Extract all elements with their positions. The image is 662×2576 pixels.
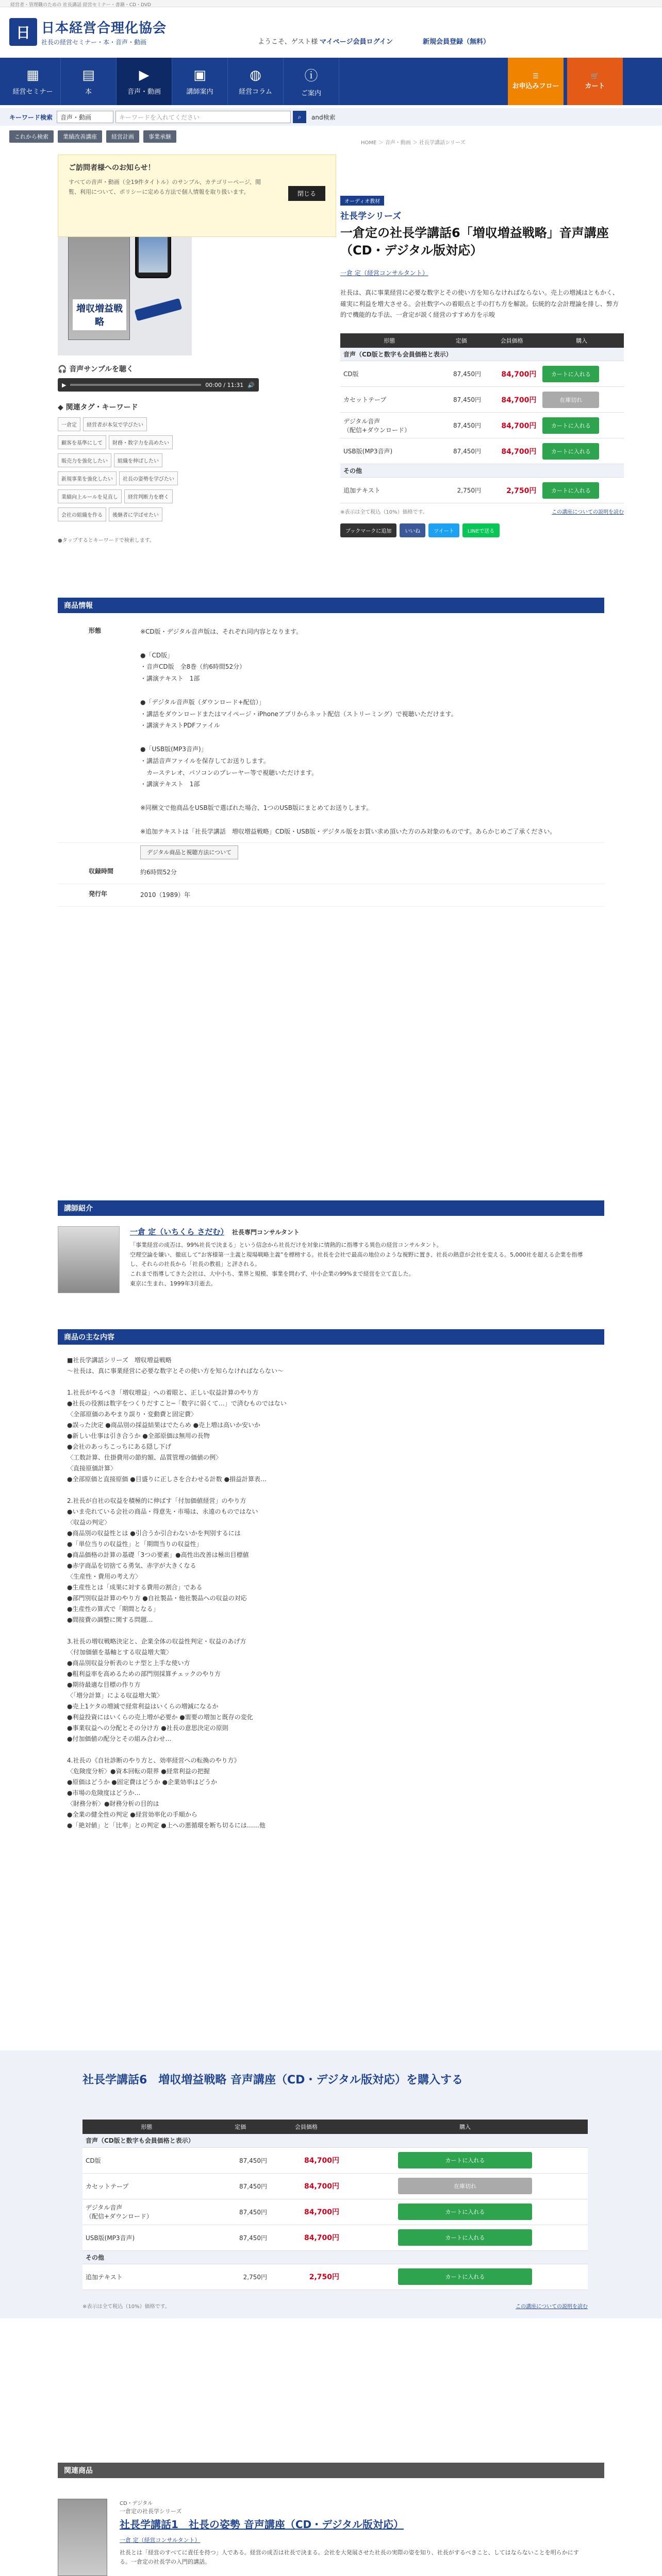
breadcrumb: HOME ＞ 音声・動画 ＞ 社長学講話シリーズ [361,140,466,146]
top-info-bar: 経営者・管理職のための 社長講話 経営セミナー・書籍・CD・DVD [0,0,662,7]
filter-chip[interactable]: これから検索 [9,130,54,143]
info-icon: ⓘ [304,69,318,84]
nav-label: 音声・動画 [127,88,161,96]
bookmark-button[interactable]: ブックマークに追加 [340,523,396,537]
related-series: 一倉定の社長学シリーズ [120,2508,182,2515]
list-price: 87,450円 [439,413,485,438]
keyword-heading-text: 関連タグ・キーワード [65,403,138,412]
nav-label: 講師案内 [186,88,213,96]
logo-title: 日本経営合理化協会 [41,21,167,36]
search-bar [0,108,662,126]
col-list-price: 定価 [439,333,485,348]
player-time: 00:00 / 11:31 [205,381,244,388]
welcome-text: ようこそ、ゲスト様 [258,38,318,46]
spec-heading: 商品情報 [58,598,604,613]
format-name: デジタル音声 （配信+ダウンロード） [340,413,439,438]
section-other: その他 [340,464,624,478]
col-format: 形態 [340,333,439,348]
nav-label: ご案内 [301,90,321,97]
nav-audio-video[interactable] [117,58,172,105]
nav-label: 経営セミナー [12,88,53,96]
cookie-body: すべての音声・動画（全19件タイトル）のサンプル、カテゴリーページ、閲覧、利用について、ポリシーに定める方法で個人情報を取り扱います。 [69,179,261,195]
nav-lecturers[interactable] [172,58,228,105]
keyword-tag[interactable]: 経営者が本気で学びたい [83,417,147,431]
member-price: 2,750円 [270,2264,342,2290]
keyword-tag[interactable]: 会社の組織を作る [58,507,106,521]
facebook-like-button[interactable]: いいね [400,523,425,537]
format-name: カセットテープ [340,387,439,413]
keyword-list [58,417,192,526]
column-icon: ◍ [250,67,261,83]
keyword-tag[interactable]: 組織を伸ばしたい [114,453,162,467]
member-price: 84,700円 [270,2225,342,2250]
keyword-tag[interactable]: 一倉定 [58,417,80,431]
add-to-cart-button[interactable]: カートに入れる [542,443,599,460]
price-row [340,438,624,464]
product-title: 一倉定の社長学講話6「増収増益戦略」音声講座（CD・デジタル版対応） [340,226,609,258]
section-audio: 音声（CD版と数字も会員価格と表示） [340,348,624,361]
list-price: 2,750円 [439,478,485,503]
keyword-tag[interactable]: 財務・数字力を高めたい [109,435,173,449]
lecturer-photo [58,1226,120,1293]
price-row [82,2173,588,2199]
member-price: 84,700円 [484,413,539,438]
format-name: CD版 [340,361,439,387]
keyword-tag[interactable]: 後継者に学ばせたい [109,507,162,521]
keyword-heading [58,402,138,412]
member-price: 2,750円 [484,478,539,503]
buy-title: 社長学講話6 増収増益戦略 音声講座（CD・デジタル版対応）を購入する [82,2074,464,2087]
product-detail [340,196,624,537]
member-price: 84,700円 [484,438,539,464]
related-list [58,2488,604,2576]
member-price: 84,700円 [270,2199,342,2225]
price-row [82,2199,588,2225]
member-price: 84,700円 [484,361,539,387]
price-row [82,2147,588,2173]
progress-bar[interactable] [70,384,201,386]
sample-heading [58,364,134,374]
nav-books[interactable] [61,58,117,105]
register-link[interactable]: 新規会員登録（無料） [423,38,490,46]
price-row [82,2225,588,2250]
keyword-tag[interactable]: 業績向上ルールを見直し [58,489,122,503]
filter-chip[interactable]: 経営計画 [106,130,139,143]
list-price: 87,450円 [439,387,485,413]
price-row [340,361,624,387]
related-title-link[interactable]: 社長学講話1 社長の姿勢 音声講座（CD・デジタル版対応） [120,2518,404,2531]
format-name: CD版 [82,2147,211,2173]
spec-table [58,621,604,907]
spec-key: 収録時間 [89,868,114,875]
digital-info-button[interactable]: デジタル商品と視聴方法について [140,845,238,859]
list-price: 87,450円 [439,361,485,387]
play-icon: ▶ [139,67,150,83]
add-to-cart-button[interactable]: カートに入れる [542,482,599,499]
format-name: 追加テキスト [82,2264,211,2290]
format-name: USB版(MP3音声) [340,438,439,464]
add-to-cart-button[interactable]: カートに入れる [398,2229,532,2246]
sample-heading-text: 音声サンプルを聴く [69,365,134,374]
section-audio: 音声（CD版と数字も会員価格と表示） [82,2134,588,2147]
member-price: 84,700円 [270,2147,342,2173]
sold-out-button: 在庫切れ [398,2178,532,2194]
keyword-tag[interactable]: 社長の姿勢を学びたい [119,471,178,485]
book-icon: ▤ [82,67,95,83]
lecturer-bio: 「事業経営の成否は、99%社長で決まる」という信念から社長だけを対象に情熱的に指導する異色の経営コンサルタント。 空理空論を嫌い、徹底して“お客様第一主義と現場戦略主義”を標榜する。社長を会社で最高の地位のような視野に置き、社長の熱意が会社を変える。5,000社を超える企業を指導し、それらの社長から「社長の教祖」と評される。 これまで指導してきた会社は、大中小ち、業界と規模、事業を問わず、中小企業の99%まで経営を立て直した。 東京に生まれ、1999年3月逝去。 [130,1242,583,1287]
play-icon[interactable]: ▶ [62,381,67,388]
spec-value: ※CD版・デジタル音声版は、それぞれ同内容となります。 ●「CD版」 ・音声CD版 全8巻（約6時間52分） ・講演テキスト 1部 ●「デジタル音声版（ダウンロード+配信）」 ・講話をダウンロードまたはマイページ・iPhoneアプリからネット配信（ストリーミング）で視聴いただけます。 ・講演テキストPDFファイル ●「USB版(MP3音声)」 ・講話音声ファイルを保存してお送りします。 カーステレオ、パソコンのプレーヤー等で視聴いただけます。 ・講演テキスト 1部 ※同梱文で他商品をUSB版で選ばれた場合、1つのUSB版にまとめてお送りします。 ※追加テキストは「社長学講話 増収増益戦略」CD版・USB版・デジタル版をお買い求め頂いた方のみ対象のものです。あらかじめご了承ください。 [140,628,556,835]
nav-label: 本 [85,88,92,96]
nav-info[interactable] [284,58,339,105]
cookie-close-button[interactable]: 閉じる [288,186,325,201]
col-format: 形態 [82,2120,211,2134]
cart-button[interactable] [567,58,623,105]
price-row [340,413,624,438]
format-name: 追加テキスト [340,478,439,503]
list-price: 87,450円 [211,2147,270,2173]
keyword-tag[interactable]: 新規事業を強化したい [58,471,117,485]
cart-label: カート [585,82,605,90]
cookie-notice [58,155,336,237]
related-heading: 関連商品 [58,2463,604,2478]
nav-seminar[interactable] [5,58,61,105]
col-list-price: 定価 [211,2120,270,2134]
product-type-badge: オーディオ教材 [340,196,384,206]
filter-bar [0,129,662,144]
cart-icon: 🛒 [590,73,600,80]
headphone-icon: 🎧 [58,365,70,374]
list-price: 87,450円 [211,2173,270,2199]
price-row [340,387,624,413]
volume-icon[interactable]: 🔊 [247,381,255,388]
col-buy: 購入 [342,2120,588,2134]
spec-key: 形態 [89,627,102,634]
lecturer-name-link[interactable]: 一倉 定（いちくら さだむ） [130,1227,224,1236]
buy-price-table [82,2120,588,2290]
course-info-link[interactable]: この講座についての説明を読む [516,2304,588,2310]
product-description: 社長は、真に事業経営に必要な数字とその使い方を知らなければならない。売上の増減はともかく、確実に利益を増大させる。会社数字への着眼点と手の打ち方を解説。伝統的な会計理論を排し、弊方的で機能的な手法、一倉定が説く経営のすすめ方を示唆 [340,289,619,319]
format-name: カセットテープ [82,2173,211,2199]
spec-value: 約6時間52分 [140,869,177,876]
price-row [82,2264,588,2290]
add-to-cart-button[interactable]: カートに入れる [542,366,599,382]
tweet-button[interactable]: ツイート [428,523,459,537]
price-table [340,333,624,504]
nav-columns[interactable] [228,58,284,105]
apply-flow-button[interactable] [508,58,564,105]
format-name: デジタル音声 （配信+ダウンロード） [82,2199,211,2225]
main-nav [0,58,662,105]
list-price: 87,450円 [439,438,485,464]
search-label: キーワード検索 [9,113,53,121]
col-member-price: 会員価格 [270,2120,342,2134]
section-other: その他 [82,2250,588,2264]
and-search-radio[interactable]: and検索 [311,113,336,121]
search-button[interactable] [293,111,306,123]
product-series: 社長学シリーズ [340,211,402,222]
add-to-cart-button[interactable]: カートに入れる [398,2204,532,2220]
filter-chip[interactable]: 事業承継 [143,130,176,143]
seminar-icon: ▦ [26,67,39,83]
usb-stick-image [135,298,183,321]
contents-list: ■社長学講話シリーズ 増収増益戦略 ～社長は、真に事業経営に必要な数字とその使い方を知らなければならない～ 1.社長がやるべき「増収増益」への着眼と、正しい収益計算のやり方 ●社長の役割は数字をつくりだすこと─「数字に弱くて…」で済むものではない 〈全部原価のあやまり誤り・変動費と固定費〉 ●誤った決定 ●商品別の採益結果はでたらめ ●売上増は高いか安いか ●新しい仕事は引き合うか ●全部原価は無用の長物 ●会社のあっちこっちにある隠し下げ 〈工数計算、仕掛費用の節約額、品質管理の価値の例〉 〈直接原価計算〉 ●全部原価と直接原価 ●目盛りに正しさを合わせる計数 ●損益計算表… 2.社長が自社の収益を積極的に伸ばす「付加価値経営」のやり方 ●いま売れている会社の商品・得意先・市場は、永遠のものではない 〈収益の判定〉 ●商品別の収益性とは ●引合うか引合わないかを判別するには ●「単位当りの収益性」と「期間当りの収益性」 ●商品価格の計算の基礎「3つの要素」●高性出改善は極出目標値 ●赤字商品を切捨てる勇気、赤字が大きくなる 〈生産性・費用の考え方〉 ●生産性とは「成果に対する費用の割合」である ●部門別収益計算のやり方 ●自社製品・他社製品への収益の対応 ●生産性の算式で「期間となる」 ●間接費の調整に関する問題… 3.社長の増収戦略決定と、企業全体の収益性判定・収益のあげ方 〈付加価値を基軸とする収益増大策〉 ●商品別収益分析表のヒナ型と上手な使い方 ●粗利益率を高めるための部門別採算チェックのやり方 ●期待最適な目標の作り方 〈「増分計算」による収益増大策〉 ●売上1ケタの増減で経常利益はいくらの増減になるか ●利益投資にはいくらの売上増が必要か ●需要の増加と既存の変化 ●事業収益への分配とその分け方 ●社長の意思決定の原則 ●付加価値の配分とその組み合わせ… 4.社長の《自社診断のやり方と、効率経営への転換のやり方》 〈危険度分析〉●資本回転の限界 ●経常利益の把握 ●原価はどうか ●固定費はどうか ●企業効率はどうか ●市場の危険度はどうか… 〈財務分析〉●財務分析の目的は ●全業の健全性の判定 ●経営効率化の手順から ●「絶対値」と「比率」との判定 ●上への悪循環を断ち切るには……他 [67,1357,287,1829]
lecturer-icon: ▣ [193,67,206,83]
lecturer-role: 社長専門コンサルタント [231,1229,300,1236]
related-tag: CD・デジタル [120,2501,153,2506]
list-price: 87,450円 [211,2199,270,2225]
nav-label: 経営コラム [239,88,272,96]
member-price: 84,700円 [484,387,539,413]
share-buttons [340,523,624,537]
contents-heading: 商品の主な内容 [58,1329,604,1345]
tag-icon: ◆ [58,403,66,412]
sold-out-button: 在庫切れ [542,392,599,408]
logo-subtitle: 社長の経営セミナー・本・音声・動画 [41,39,147,46]
member-price: 84,700円 [270,2173,342,2199]
keyword-tag[interactable]: 販売力を強化したい [58,453,111,467]
keyword-tag[interactable]: 経営判断力を磨く [124,489,173,503]
buy-section [0,2050,662,2318]
related-desc: 社長とは「経営のすべてに責任を持つ」人である。経営の成否は社長で決まる。会社を大発展させた社長の実際の姿を知り、社長がするべきこと、してはならないことを明らかにする。一倉定の社長学の入門的講話。 [120,2549,579,2565]
list-price: 87,450円 [211,2225,270,2250]
site-logo[interactable] [9,18,167,46]
site-header [0,7,662,64]
audio-player[interactable] [58,378,259,392]
format-name: USB版(MP3音声) [82,2225,211,2250]
cookie-title: ご訪問者様へのお知らせ！ [69,164,155,172]
col-buy: 購入 [539,333,624,348]
price-row [340,478,624,503]
col-member-price: 会員価格 [484,333,539,348]
author-link[interactable]: 一倉 定（経営コンサルタント） [340,269,428,277]
spec-value: 2010（1989）年 [140,891,191,899]
course-info-link[interactable]: この講座についての説明を読む [552,510,624,516]
logo-mark: 日 [9,18,37,46]
spec-key: 発行年 [89,890,108,898]
search-category-select[interactable]: 音声・動画 [57,111,113,123]
add-to-cart-button[interactable]: カートに入れる [398,2152,532,2168]
intro-heading: 講師紹介 [58,1200,604,1216]
list-price: 2,750円 [211,2264,270,2290]
related-image[interactable] [58,2499,107,2576]
tax-note: ※表示は全て税込（10%）価格です。 [82,2304,170,2310]
related-author-link[interactable]: 一倉 定（経営コンサルタント） [120,2537,201,2544]
search-icon: ⌕ [297,113,302,121]
mypage-login-link[interactable]: マイページ会員ログイン [320,38,393,46]
add-to-cart-button[interactable]: カートに入れる [398,2268,532,2285]
related-item[interactable] [58,2488,604,2576]
box-title: 増収増益戦略 [73,299,126,330]
add-to-cart-button[interactable]: カートに入れる [542,417,599,434]
apply-flow-label: お申込みフロー [512,82,559,90]
keyword-tag[interactable]: 顧客を基準にして [58,435,106,449]
line-share-button[interactable]: LINEで送る [462,523,500,537]
lecturer-intro [58,1226,604,1293]
filter-chip[interactable]: 業績改善講座 [58,130,102,143]
search-input[interactable]: キーワードを入れてください [115,111,291,123]
flow-icon: ☰ [533,73,539,80]
keyword-note: ●タップするとキーワードで検索します。 [58,538,155,544]
tax-note: ※表示は全て税込（10%）価格です。 [340,510,428,516]
